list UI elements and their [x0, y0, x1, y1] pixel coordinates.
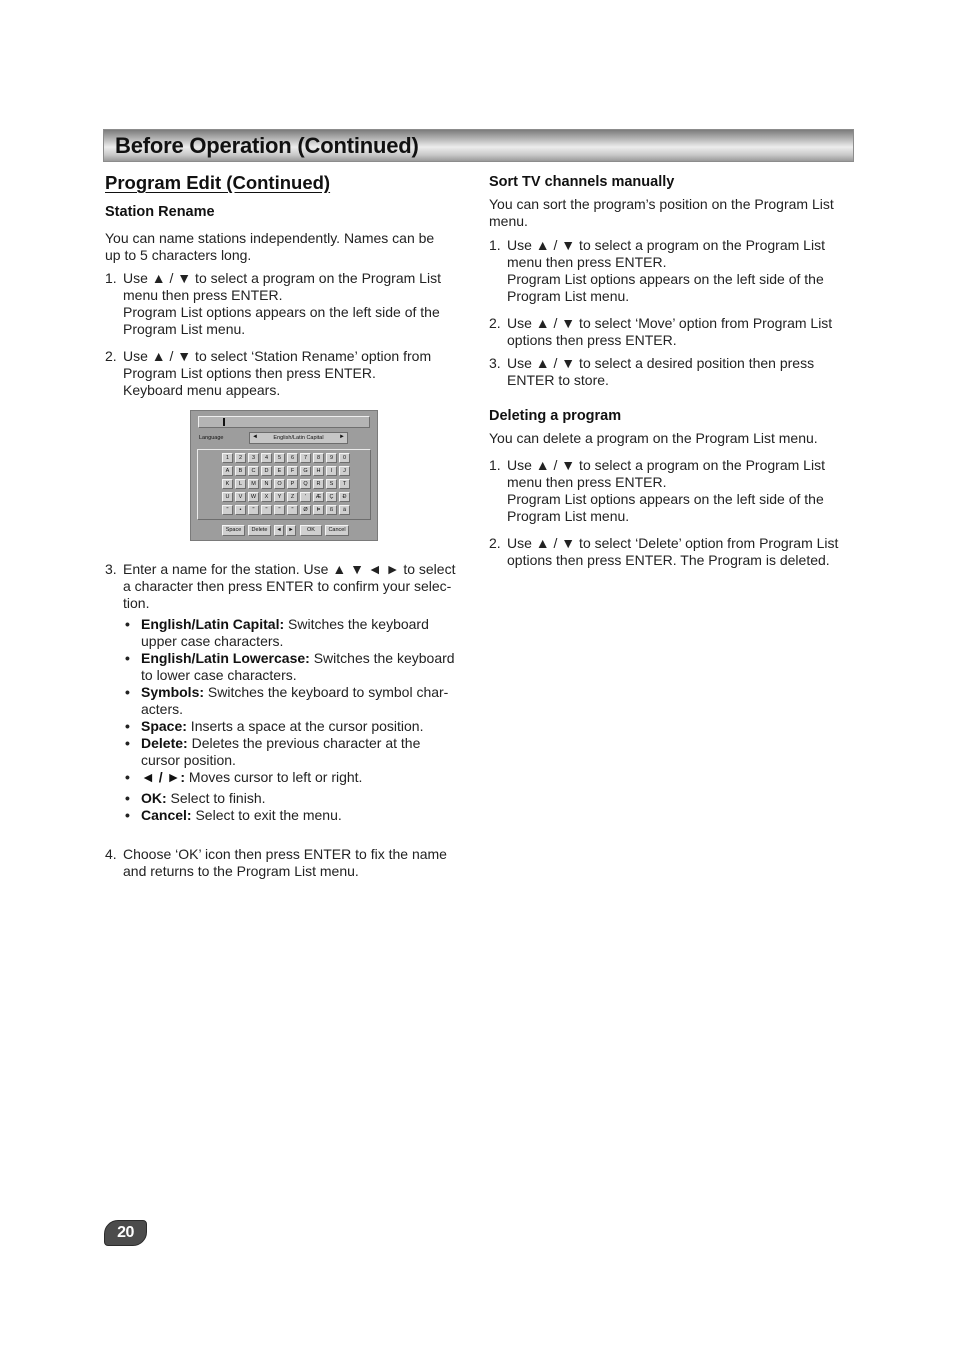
keyboard-key: C — [248, 466, 259, 476]
bullet-icon: • — [125, 650, 130, 666]
option-bullet — [123, 790, 467, 807]
keyboard-key: 4 — [261, 453, 272, 463]
text-line: Keyboard menu appears. — [123, 382, 281, 398]
step-4 — [105, 846, 467, 880]
keyboard-key: ß — [326, 505, 337, 515]
keyboard-key: T — [339, 479, 350, 489]
keyboard-key: M — [248, 479, 259, 489]
keyboard-key: L — [235, 479, 246, 489]
step-number: 2. — [489, 535, 501, 551]
step-1 — [105, 270, 467, 338]
keyboard-key: A — [222, 466, 233, 476]
sort-heading: Sort TV channels manually — [489, 174, 675, 190]
text-line: menu then press ENTER. — [123, 287, 283, 303]
keyboard-key: 9 — [326, 453, 337, 463]
step-number: 1. — [105, 270, 117, 286]
language-selector — [249, 432, 348, 444]
option-term: English/Latin Lowercase: — [141, 650, 310, 666]
option-description: acters. — [141, 701, 184, 717]
step-number: 3. — [489, 355, 501, 371]
bullet-icon: • — [125, 718, 130, 734]
language-value: English/Latin Capital — [273, 435, 324, 441]
option-term: ◄ / ►: — [141, 769, 186, 785]
option-description: upper case characters. — [141, 633, 284, 649]
option-description: Moves cursor to left or right. — [185, 769, 363, 785]
language-label: Language — [199, 435, 224, 441]
bullet-icon: • — [125, 684, 130, 700]
text-cursor — [223, 418, 225, 426]
option-bullet — [123, 684, 467, 718]
arrow-right-icon: ► — [339, 434, 345, 440]
step-number: 4. — [105, 846, 117, 862]
text-line: Enter a name for the station. Use ▲ ▼ ◄ ► to select — [123, 561, 456, 577]
keyboard-key: P — [287, 479, 298, 489]
option-bullet — [123, 650, 467, 684]
text-line: Program List menu. — [507, 508, 630, 524]
cancel-key: Cancel — [325, 525, 349, 536]
option-bullet — [123, 735, 467, 769]
key-panel — [197, 449, 371, 520]
keyboard-key: H — [313, 466, 324, 476]
option-term: English/Latin Capital: — [141, 616, 285, 632]
bullet-icon: • — [125, 735, 130, 751]
keyboard-key: F — [287, 466, 298, 476]
cursor-left-key: ◄ — [274, 525, 284, 536]
keyboard-key: Ð — [339, 492, 350, 502]
bullet-icon: • — [125, 616, 130, 632]
keyboard-key: V — [235, 492, 246, 502]
section-title: Program Edit (Continued) — [105, 172, 331, 193]
keyboard-key: " — [248, 505, 259, 515]
page-number: 20 — [117, 1224, 134, 1241]
keyboard-key: " — [222, 505, 233, 515]
keyboard-key: ä — [339, 505, 350, 515]
rename-steps-b — [105, 561, 467, 880]
text-line: tion. — [123, 595, 150, 611]
text-line: Use ▲ / ▼ to select ‘Delete’ option from Program List — [507, 535, 839, 551]
text-line: up to 5 characters long. — [105, 247, 252, 263]
keyboard-key: 1 — [222, 453, 233, 463]
bullet-icon: • — [125, 769, 130, 785]
station-rename-heading: Station Rename — [105, 204, 215, 220]
option-term: Space: — [141, 718, 187, 734]
keyboard-key: U — [222, 492, 233, 502]
keyboard-menu-screen — [190, 410, 378, 541]
arrow-left-icon: ◄ — [252, 434, 258, 440]
option-description: Deletes the previous character at the — [187, 735, 421, 751]
page-number-badge — [104, 1220, 147, 1246]
option-bullet — [123, 718, 467, 735]
bullet-icon: • — [125, 807, 130, 823]
text-line: and returns to the Program List menu. — [123, 863, 359, 879]
step-number: 1. — [489, 237, 501, 253]
keyboard-key: " — [274, 505, 285, 515]
text-line: options then press ENTER. The Program is deleted. — [507, 552, 830, 568]
keyboard-key: Ç — [326, 492, 337, 502]
option-term: Symbols: — [141, 684, 205, 700]
text-line: Program List options then press ENTER. — [123, 365, 376, 381]
keyboard-key: 8 — [313, 453, 324, 463]
step-number: 2. — [105, 348, 117, 364]
sort-step-3 — [489, 355, 855, 389]
keyboard-key: W — [248, 492, 259, 502]
keyboard-key: J — [339, 466, 350, 476]
keyboard-options-list — [123, 616, 467, 824]
keyboard-key: Ø — [300, 505, 311, 515]
option-term: Delete: — [141, 735, 188, 751]
delete-step-1 — [489, 457, 855, 525]
keyboard-key: ' — [300, 492, 311, 502]
option-bullet — [123, 616, 467, 650]
option-description: to lower case characters. — [141, 667, 297, 683]
keyboard-key: G — [300, 466, 311, 476]
keyboard-key: 6 — [287, 453, 298, 463]
text-line: Program List options appears on the left side of the — [123, 304, 440, 320]
text-line: Program List menu. — [507, 288, 630, 304]
keyboard-key: N — [261, 479, 272, 489]
ok-key: OK — [300, 525, 322, 536]
space-key: Space — [222, 525, 245, 536]
delete-key: Delete — [248, 525, 271, 536]
keyboard-key: " — [287, 505, 298, 515]
keyboard-key: 2 — [235, 453, 246, 463]
keyboard-key: S — [326, 479, 337, 489]
delete-heading: Deleting a program — [489, 408, 622, 424]
text-line: Use ▲ / ▼ to select ‘Station Rename’ option from — [123, 348, 432, 364]
option-description: Select to exit the menu. — [191, 807, 342, 823]
keyboard-key: R — [313, 479, 324, 489]
bullet-icon: • — [125, 790, 130, 806]
station-rename-intro — [105, 230, 467, 264]
delete-step-2 — [489, 535, 855, 569]
option-bullet — [123, 769, 467, 786]
keyboard-key: Q — [300, 479, 311, 489]
sort-intro — [489, 196, 855, 230]
keyboard-key: Æ — [313, 492, 324, 502]
text-line: menu then press ENTER. — [507, 474, 667, 490]
text-line: Use ▲ / ▼ to select a program on the Program List — [507, 237, 825, 253]
text-line: menu. — [489, 213, 528, 229]
text-line: You can name stations independently. Names can be — [105, 230, 435, 246]
page-title: Before Operation (Continued) — [115, 133, 419, 158]
step-number: 1. — [489, 457, 501, 473]
option-description: Switches the keyboard to symbol char- — [204, 684, 449, 700]
step-number: 2. — [489, 315, 501, 331]
delete-intro: You can delete a program on the Program List menu. — [489, 430, 818, 446]
sort-steps — [489, 237, 855, 389]
keyboard-key: Z — [287, 492, 298, 502]
sort-step-2 — [489, 315, 855, 349]
option-bullet — [123, 807, 467, 824]
option-description: cursor position. — [141, 752, 236, 768]
keyboard-key: • — [235, 505, 246, 515]
keyboard-key: Þ — [313, 505, 324, 515]
text-line: Program List options appears on the left side of the — [507, 271, 824, 287]
keyboard-key: 0 — [339, 453, 350, 463]
keyboard-key: " — [261, 505, 272, 515]
keyboard-key: O — [274, 479, 285, 489]
right-column — [489, 168, 855, 569]
keyboard-key: 5 — [274, 453, 285, 463]
text-line: Use ▲ / ▼ to select ‘Move’ option from Program List — [507, 315, 833, 331]
left-column — [105, 168, 467, 880]
keyboard-key: 7 — [300, 453, 311, 463]
text-line: Program List options appears on the left side of the — [507, 491, 824, 507]
option-description: Select to finish. — [166, 790, 266, 806]
option-description: Switches the keyboard — [284, 616, 429, 632]
keyboard-key: I — [326, 466, 337, 476]
step-number: 3. — [105, 561, 117, 577]
step-2 — [105, 348, 467, 399]
keyboard-key: X — [261, 492, 272, 502]
text-line: ENTER to store. — [507, 372, 609, 388]
option-term: Cancel: — [141, 807, 192, 823]
text-line: options then press ENTER. — [507, 332, 677, 348]
option-term: OK: — [141, 790, 167, 806]
step-3 — [105, 561, 467, 824]
text-line: Choose ‘OK’ icon then press ENTER to fix the name — [123, 846, 447, 862]
keyboard-key: K — [222, 479, 233, 489]
keyboard-key: Y — [274, 492, 285, 502]
cursor-right-key: ► — [286, 525, 296, 536]
option-description: Switches the keyboard — [309, 650, 455, 666]
sort-step-1 — [489, 237, 855, 305]
text-line: You can sort the program’s position on the Program List — [489, 196, 834, 212]
station-name-field — [198, 416, 370, 428]
delete-steps — [489, 457, 855, 569]
key-grid — [222, 453, 350, 515]
text-line: a character then press ENTER to confirm your selec- — [123, 578, 452, 594]
title-banner — [103, 129, 854, 162]
keyboard-key: E — [274, 466, 285, 476]
option-description: Inserts a space at the cursor position. — [186, 718, 424, 734]
text-line: Use ▲ / ▼ to select a desired position then press — [507, 355, 815, 371]
keyboard-key: 3 — [248, 453, 259, 463]
keyboard-key: B — [235, 466, 246, 476]
text-line: Use ▲ / ▼ to select a program on the Program List — [123, 270, 441, 286]
text-line: Use ▲ / ▼ to select a program on the Program List — [507, 457, 825, 473]
text-line: menu then press ENTER. — [507, 254, 667, 270]
text-line: Program List menu. — [123, 321, 246, 337]
keyboard-key: D — [261, 466, 272, 476]
rename-steps-a — [105, 270, 467, 399]
